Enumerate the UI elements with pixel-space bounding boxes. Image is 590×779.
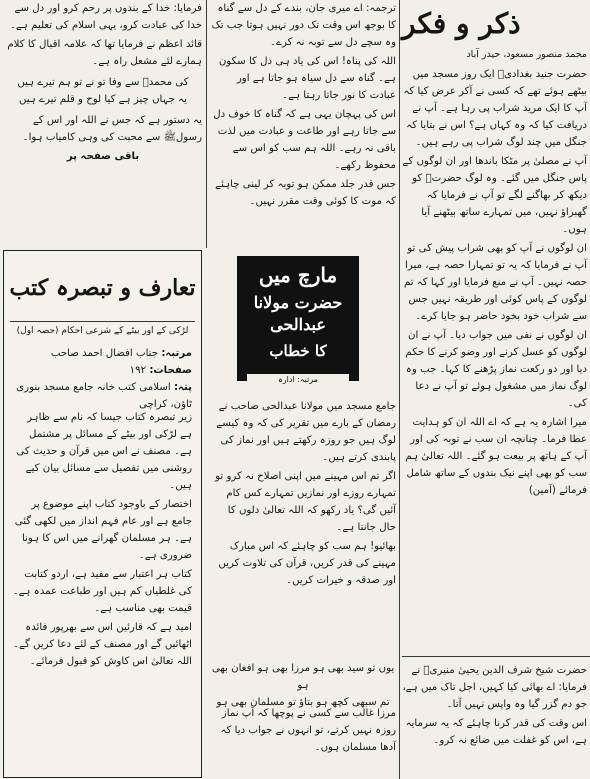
middle-after-poem-paragraph: مرزا غالب سے کسی نے پوچھا کہ آپ نماز روزہ نہیں کرتے، تو انہوں نے جواب دیا کہ آدھا مسلمان ہوں۔: [220, 708, 396, 753]
middle-lower-paragraph: بھائیو! ہم سب کو چاہئے کہ اس مبارک مہینے کی قدر کریں، قرآن کی تلاوت کریں اور صدقہ و خیرات کریں۔: [218, 541, 396, 586]
review-paragraph: زیر تبصرہ کتاب جیسا کہ نام سے ظاہر ہے لڑکی اور بیٹے کے مسائل پر مشتمل ہے۔ مصنف نے اس میں قرآن و حدیث کی روشنی میں تفصیل سے مسائل بیان کیے ہیں۔: [16, 412, 192, 491]
right-paragraph: ان لوگوں نے نفی میں جواب دیا۔ آپ نے ان لوگوں کو عسل کرنے اور وضو کرنے کا حکم دیا اور دو رکعت نماز پڑھنے کا کہا۔ جب وہ لوگ نماز میں مشغول ہوئے تو آپ نے دعا کی۔: [405, 330, 587, 409]
middle-lower-paragraph: جامع مسجد میں مولانا عبدالحی صاحب نے رمضان کے بارے میں تقریر کی کہ وہ کیسے لوگ ہیں جو روزہ رکھتے ہیں اور نماز کی پابندی کرتے ہیں۔: [216, 401, 396, 463]
review-field-value: اسلامی کتب خانہ جامع مسجد بنوری ٹاؤن، کراچی: [16, 382, 192, 410]
middle-column-lower: [210, 398, 396, 598]
headline-line-1: مارچ میں: [258, 263, 338, 287]
column-divider: [399, 0, 400, 779]
book-review-subtitle: لڑکی کے اور بیٹے کے شرعی احکام (حصہ اول): [10, 321, 195, 338]
right-column-closing: [402, 662, 587, 779]
book-review-fields: [12, 345, 192, 410]
review-paragraph: اختصار کے باوجود کتاب اپنے موضوع پر جامع ہے اور عام فہم انداز میں لکھی گئی ہے۔ ہر مسلمان گھرانے میں اس کا ہونا ضروری ہے۔: [14, 499, 192, 561]
book-review-title: تعارف و تبصرہ کتب: [9, 275, 196, 301]
poem-line: تم سبھی کچھ ہو بتاؤ تو مسلمان بھی ہو: [216, 697, 390, 708]
review-field-value: ۱۹۲: [129, 365, 147, 376]
middle-paragraph: اس کی پہچان یہی ہے کہ گناہ کا خوف دل سے جاتا رہے اور طاعت و عبادت میں لذت باقی نہ رہے۔ اللہ ہم سب کو اس سے محفوظ رکھے۔: [213, 109, 396, 171]
middle-poem: [210, 660, 396, 708]
left-column-top: [4, 0, 202, 245]
right-column-heading: ذکر و فکر: [402, 7, 521, 40]
column-divider: [206, 0, 207, 248]
right-column-byline: محمد منصور مسعود، حیدر آباد: [466, 49, 587, 60]
right-closing-paragraph: حضرت شیخ شرف الدین یحییٰ منیریؒ نے فرمایا: اے بھائی کیا کہیں، اجل تاک میں ہے، جو دم گزر گیا وہ واپس نہیں آتا۔: [402, 665, 587, 710]
continued-note: باقی صفحہ پر: [66, 151, 140, 162]
review-paragraph: کتاب ہر اعتبار سے مفید ہے، اردو کتابت کی غلطیاں کم ہیں اور طباعت عمدہ ہے۔ قیمت بھی مناسب ہے۔: [12, 569, 192, 614]
left-after-verse: یہ دستور ہے کہ جس نے اللہ اور اس کے رسولﷺ سے محبت کی وہی کامیاب ہوا۔: [22, 115, 202, 143]
review-field-row: [12, 345, 192, 362]
verse-line: کی محمدؐ سے وفا تو نے تو ہم تیرے ہیں: [17, 77, 189, 88]
middle-paragraph: اللہ کی پناہ! اس کی یاد ہی دل کا سکون ہے۔ گناہ سے دل سیاہ ہو جاتا ہے اور عبادت کا نور جاتا رہتا ہے۔: [218, 56, 396, 101]
middle-after-poem: [210, 705, 396, 779]
right-column-rule: [402, 656, 590, 657]
review-field-label: صفحات:: [149, 365, 192, 376]
middle-paragraph: جس قدر جلد ممکن ہو توبہ کر لینی چاہئے کہ موت کا کوئی وقت مقرر نہیں۔: [215, 179, 396, 207]
review-field-row: [12, 362, 192, 379]
review-paragraph: امید ہے کہ قارئین اس سے بھرپور فائدہ اٹھائیں گے اور مصنف کے لئے دعا کریں گے۔ اللہ تعالیٰ اس کاوش کو قبول فرمائے۔: [13, 622, 192, 667]
review-field-row: [12, 379, 192, 413]
left-paragraph: فرمایا: خدا کے بندوں پر رحم کرو اور دل سے خدا کی عبادت کرو، یہی اسلام کی تعلیم ہے۔: [9, 3, 202, 31]
left-paragraph: قائد اعظم نے فرمایا تھا کہ علامہ اقبال کا کلام ہمارے لئے مشعل راہ ہے۔: [7, 39, 202, 67]
right-paragraph: میرا اشارہ یہ ہے کہ اے اللہ ان کو ہدایت عطا فرما۔ چنانچہ ان سب نے توبہ کی اور آپ کے ہاتھ پر بیعت ہو گئے۔ اللہ تعالیٰ ہم سب کو بھی اپنے نیک بندوں کے ساتھ شامل فرمائے (آمین): [405, 417, 587, 496]
headline-line-2: حضرت مولانا عبدالحی: [253, 293, 343, 334]
middle-column-top: [210, 0, 396, 250]
right-paragraph: ان لوگوں نے آپ کو بھی شراب پیش کی تو آپ نے فرمایا کہ یہ تو تمہارا حصہ ہے، میرا حصہ نہیں۔ آپ نے منع فرمایا اور کہا کہ تم لوگوں کے پاس کوئی اور طریقہ نہیں جس سے شراب خود بخود حاضر ہو جایا کرے۔: [403, 243, 587, 322]
book-review-box: [3, 250, 202, 778]
book-review-body: [12, 409, 192, 771]
review-field-label: پتہ:: [173, 382, 192, 393]
right-closing-paragraph: اس وقت کی قدر کرنا چاہئے کہ یہ سرمایہ ہے، اس کو غفلت میں ضائع نہ کرو۔: [405, 718, 587, 746]
headline-line-3: کا خطاب: [269, 342, 327, 360]
middle-paragraph: ترجمہ: اے میری جان، بندے کے دل سے گناہ کا بوجھ اس وقت تک دور نہیں ہوتا جب تک وہ سچے دل سے توبہ نہ کرے۔: [211, 3, 396, 48]
review-field-value: جناب افضال احمد صاحب: [50, 348, 159, 359]
review-field-label: مرتبہ:: [161, 348, 192, 359]
speech-headline-box: [237, 256, 359, 384]
right-paragraph: حضرت جنید بغدادیؒ ایک روز مسجد میں بیٹھے ہوئے تھے کہ کسی نے آکر عرض کیا کہ آپ کا ایک مرید شراب پی رہا ہے۔ آپ نے دریافت کیا کہ وہ کہاں ہے؟ اس نے بتایا کہ جنگل میں چند لوگ شراب پی رہے ہیں۔: [403, 69, 587, 148]
verse-line: یہ جہاں چیز ہے کیا لوح و قلم تیرے ہیں: [19, 94, 187, 105]
headline-caption: مرتبہ: ادارہ: [247, 374, 349, 386]
poem-line: یوں تو سید بھی ہو مرزا بھی ہو افغان بھی ہو: [211, 663, 395, 691]
right-paragraph: آپ نے مصلیٰ پر مٹکا باندھا اور ان لوگوں کے پاس جنگل میں گئے۔ وہ لوگ حضرتؒ کو دیکھ کر بھاگنے لگے تو آپ نے فرمایا کہ گھبراؤ نہیں، میں تمہارے ساتھ بیٹھنے آیا ہوں۔: [402, 156, 587, 235]
middle-lower-paragraph: اگر تم اس مہینے میں اپنی اصلاح نہ کرو تو تمہارے روزے اور نمازیں تمہارے کس کام آئیں گی؟ یاد رکھو کہ اللہ تعالیٰ دلوں کا حال جانتا ہے۔: [215, 471, 396, 533]
